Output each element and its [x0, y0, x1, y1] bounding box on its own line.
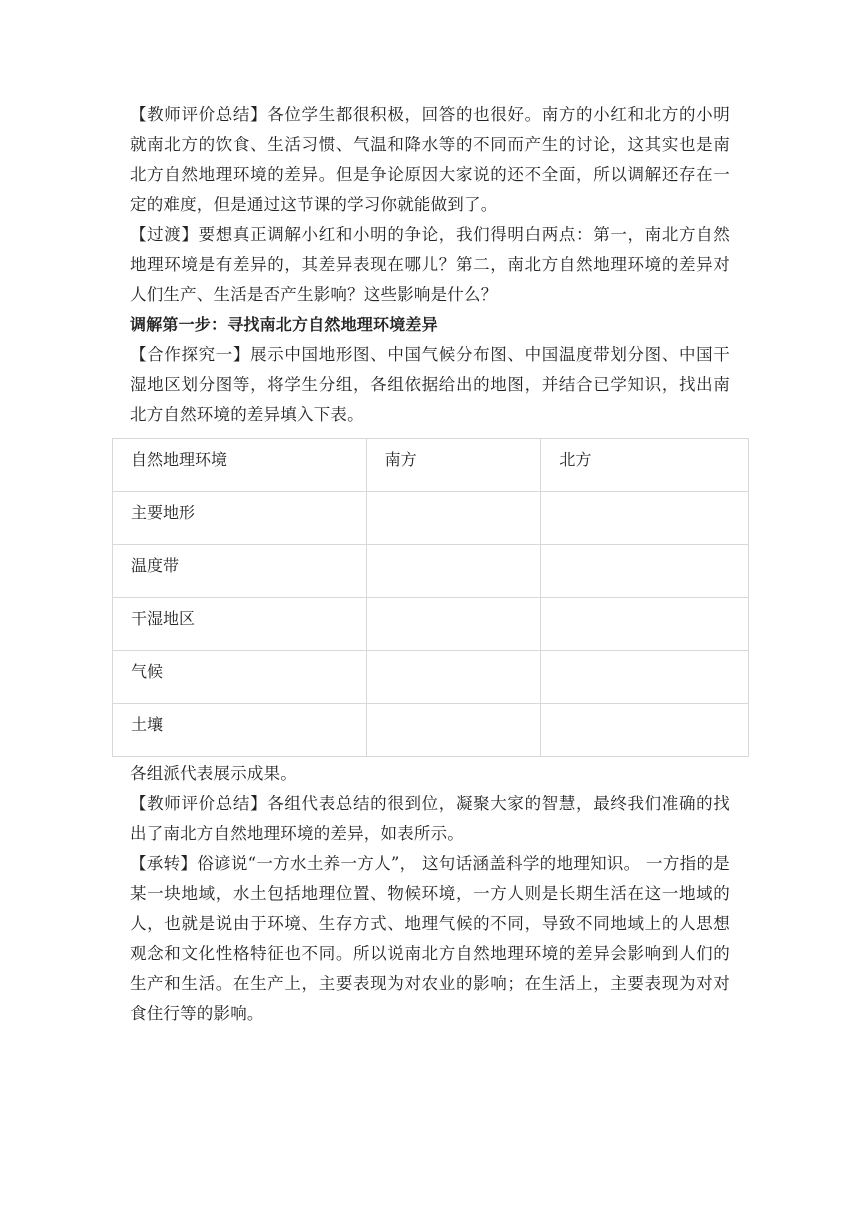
document-body	[130, 100, 730, 1029]
table-header-cell: 南方	[366, 439, 541, 492]
table-cell	[366, 598, 541, 651]
table-cell: 干湿地区	[113, 598, 367, 651]
paragraph-text: 展示中国地形图、中国气候分布图、中国温度带划分图、中国干湿地区划分图等，将学生分组，各组依据给出的地图，并结合已学知识，找出南北方自然环境的差异填入下表。	[130, 345, 730, 424]
section-heading: 调解第一步：寻找南北方自然地理环境差异	[130, 315, 438, 334]
paragraph-tag: 【教师评价总结】	[130, 105, 268, 124]
paragraph-teacher-summary-2	[130, 789, 730, 849]
table-cell	[366, 545, 541, 598]
paragraph-group-presentation	[130, 759, 730, 789]
paragraph-tag: 【合作探究一】	[130, 345, 251, 364]
paragraph-tag: 【过渡】	[130, 225, 199, 244]
table-row	[113, 651, 749, 704]
paragraph-text: 各位学生都很积极，回答的也很好。南方的小红和北方的小明就南北方的饮食、生活习惯、气温和降水等的不同而产生的讨论，这其实也是南北方自然地理环境的差异。但是争论原因大家说的还不全面，所以调解还存在一定的难度，但是通过这节课的学习你就能做到了。	[130, 105, 730, 214]
table-cell	[366, 651, 541, 704]
paragraph-text: 各组代表总结的很到位，凝聚大家的智慧，最终我们准确的找出了南北方自然地理环境的差异，如表所示。	[130, 794, 730, 843]
table-cell	[541, 545, 749, 598]
paragraph-text: 要想真正调解小红和小明的争论，我们得明白两点：第一，南北方自然地理环境是有差异的，其差异表现在哪儿？第二，南北方自然地理环境的差异对人们生产、生活是否产生影响？这些影响是什么？	[130, 225, 730, 304]
paragraph-cooperative-inquiry	[130, 340, 730, 430]
paragraph-transition-proverb	[130, 849, 730, 1029]
paragraph-tag: 【承转】	[130, 854, 198, 873]
table-cell	[366, 704, 541, 757]
paragraph-text: 俗谚说“一方水土养一方人”， 这句话涵盖科学的地理知识。 一方指的是某一块地域，水土包括地理位置、物候环境，一方人则是长期生活在这一地域的人，也就是说由于环境、生存方式、地理气候的不同，导致不同地域上的人思想观念和文化性格特征也不同。所以说南北方自然地理环境的差异会影响到人们的生产和生活。在生产上，主要表现为对农业的影响；在生活上，主要表现为对对食住行等的影响。	[130, 854, 730, 1023]
table-cell: 土壤	[113, 704, 367, 757]
table-cell	[541, 651, 749, 704]
table-cell	[541, 492, 749, 545]
table-header-row	[113, 439, 749, 492]
table-cell	[541, 704, 749, 757]
paragraph-teacher-summary-1	[130, 100, 730, 220]
table-row	[113, 598, 749, 651]
table-cell: 主要地形	[113, 492, 367, 545]
table-row	[113, 545, 749, 598]
table-row	[113, 492, 749, 545]
table-header-cell: 北方	[541, 439, 749, 492]
table-cell	[541, 598, 749, 651]
table-cell	[366, 492, 541, 545]
paragraph-text: 各组派代表展示成果。	[130, 764, 297, 783]
paragraph-transition	[130, 220, 730, 310]
table-cell: 气候	[113, 651, 367, 704]
environment-comparison-table	[112, 438, 749, 757]
table-cell: 温度带	[113, 545, 367, 598]
table-row	[113, 704, 749, 757]
paragraph-tag: 【教师评价总结】	[130, 794, 268, 813]
table-header-cell: 自然地理环境	[113, 439, 367, 492]
